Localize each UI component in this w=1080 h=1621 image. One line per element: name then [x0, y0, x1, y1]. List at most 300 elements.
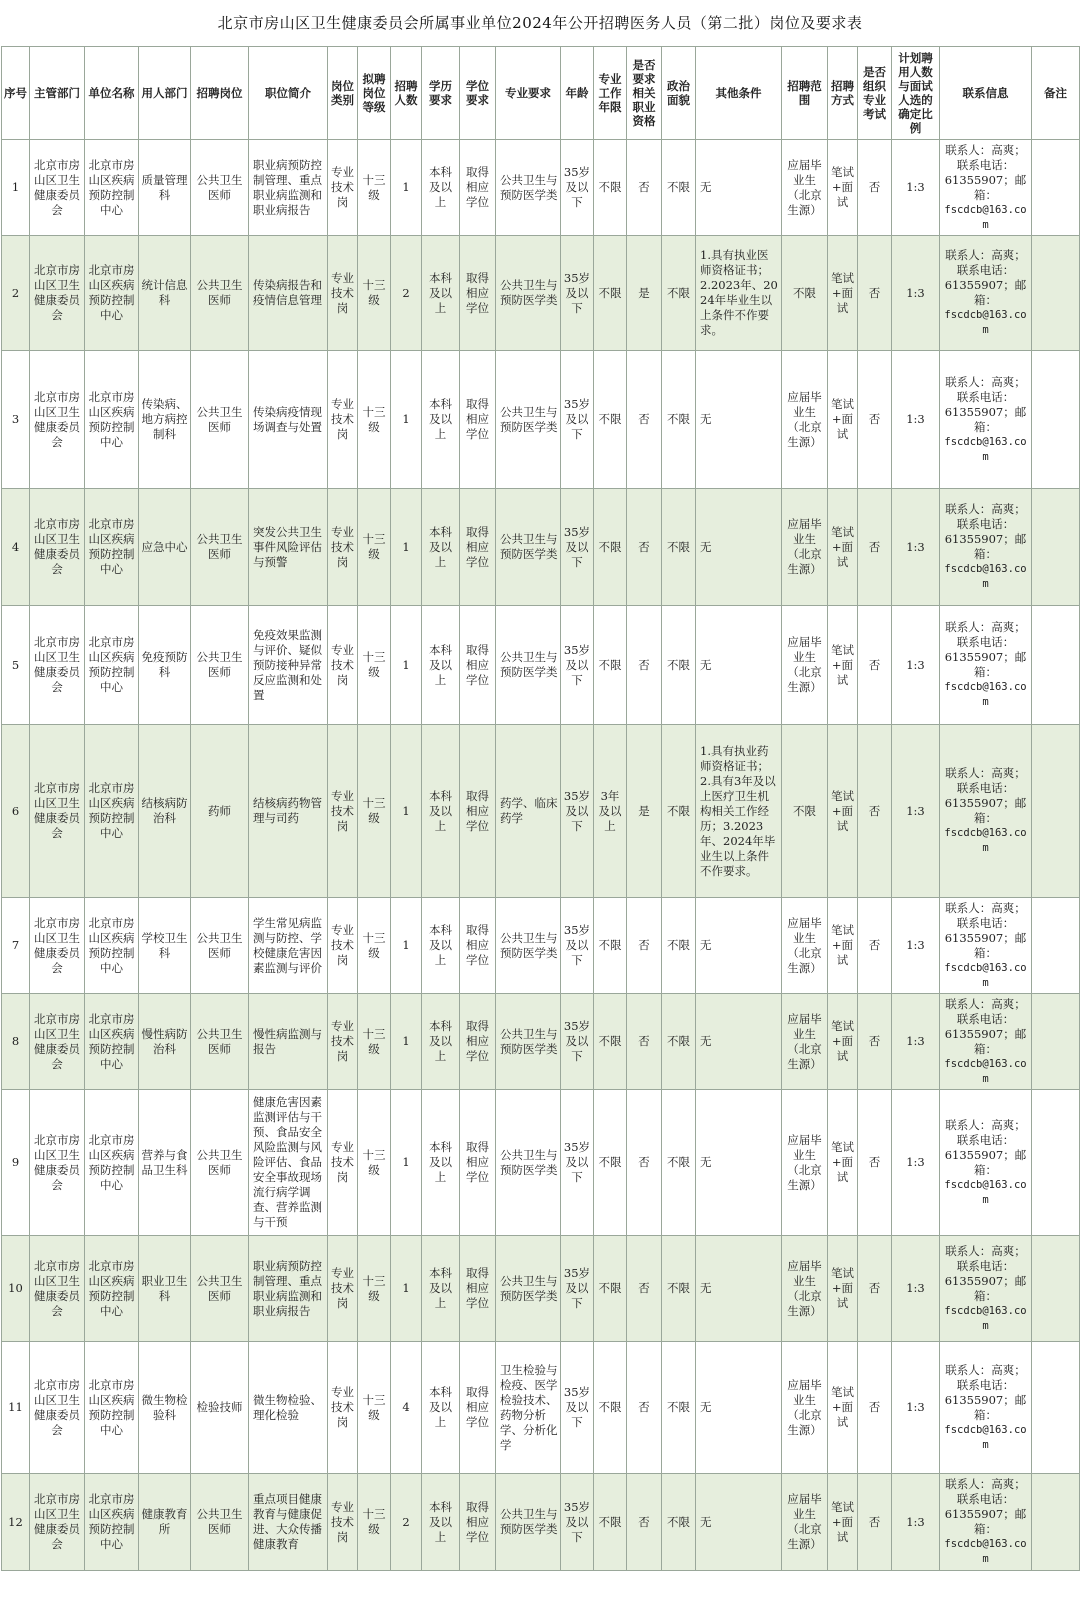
- cell-major: 公共卫生与预防医学类: [496, 606, 561, 725]
- cell-contact: [940, 994, 1032, 1090]
- cell-other: 无: [696, 898, 782, 994]
- table-row: [2, 994, 1080, 1090]
- cell-note: [1032, 606, 1080, 725]
- cell-section: 传染病、地方病控制科: [139, 351, 191, 489]
- cell-no: 1: [2, 140, 30, 236]
- column-header: 专业要求: [496, 47, 561, 140]
- cell-edu: 本科及以上: [422, 994, 460, 1090]
- cell-section: 营养与食品卫生科: [139, 1090, 191, 1236]
- cell-post: 公共卫生医师: [191, 898, 249, 994]
- cell-level: 十三级: [358, 1474, 391, 1571]
- cell-level: 十三级: [358, 140, 391, 236]
- cell-level: 十三级: [358, 351, 391, 489]
- cell-cert: 否: [627, 1474, 662, 1571]
- cell-other: 无: [696, 140, 782, 236]
- cell-no: 8: [2, 994, 30, 1090]
- cell-no: 5: [2, 606, 30, 725]
- cell-note: [1032, 489, 1080, 606]
- cell-unit: 北京市房山区疾病预防控制中心: [85, 236, 139, 351]
- cell-level: 十三级: [358, 489, 391, 606]
- cell-post: 公共卫生医师: [191, 994, 249, 1090]
- contact-line: fscdcb@163.com: [944, 681, 1027, 708]
- cell-scope: 应届毕业生（北京生源）: [782, 1342, 828, 1474]
- cell-post: 公共卫生医师: [191, 1090, 249, 1236]
- cell-contact: [940, 725, 1032, 898]
- cell-method: 笔试+面试: [828, 725, 858, 898]
- cell-num: 4: [391, 1342, 422, 1474]
- cell-major: 公共卫生与预防医学类: [496, 489, 561, 606]
- cell-method: 笔试+面试: [828, 1342, 858, 1474]
- cell-method: 笔试+面试: [828, 351, 858, 489]
- cell-major: 公共卫生与预防医学类: [496, 140, 561, 236]
- cell-other: 无: [696, 351, 782, 489]
- cell-intro: 重点项目健康教育与健康促进、大众传播健康教育: [249, 1474, 328, 1571]
- contact-line: 箱：: [974, 945, 997, 960]
- cell-level: 十三级: [358, 725, 391, 898]
- cell-method: 笔试+面试: [828, 994, 858, 1090]
- cell-dept: 北京市房山区卫生健康委员会: [30, 140, 85, 236]
- table-row: [2, 898, 1080, 994]
- cell-degree: 取得相应学位: [460, 898, 496, 994]
- cell-note: [1032, 236, 1080, 351]
- contact-line: 61355907；邮: [944, 1507, 1027, 1521]
- contact-line: 61355907；邮: [944, 1273, 1027, 1288]
- cell-dept: 北京市房山区卫生健康委员会: [30, 994, 85, 1090]
- cell-other: 1.具有执业药师资格证书；2.具有3年及以上医疗卫生机构相关工作经历；3.2023年、2024年毕业生以上条件不作要求。: [696, 725, 782, 898]
- cell-note: [1032, 994, 1080, 1090]
- table-row: [2, 140, 1080, 236]
- cell-contact: [940, 140, 1032, 236]
- cell-age: 35岁及以下: [561, 898, 594, 994]
- cell-political: 不限: [662, 140, 696, 236]
- cell-other: 无: [696, 994, 782, 1090]
- cell-political: 不限: [662, 351, 696, 489]
- cell-intro: 职业病预防控制管理、重点职业病监测和职业病报告: [249, 1236, 328, 1342]
- table-row: [2, 1090, 1080, 1236]
- cell-num: 1: [391, 606, 422, 725]
- cell-unit: 北京市房山区疾病预防控制中心: [85, 606, 139, 725]
- cell-intro: 学生常见病监测与防控、学校健康危害因素监测与评价: [249, 898, 328, 994]
- contact-line: 箱：: [974, 665, 997, 679]
- cell-major: 公共卫生与预防医学类: [496, 236, 561, 351]
- cell-intro: 结核病药物管理与司药: [249, 725, 328, 898]
- cell-level: 十三级: [358, 1090, 391, 1236]
- contact-line: 联系电话：: [956, 157, 1015, 172]
- cell-intro: 传染病疫情现场调查与处置: [249, 351, 328, 489]
- column-header: 学位要求: [460, 47, 496, 140]
- cell-cert: 否: [627, 140, 662, 236]
- cell-edu: 本科及以上: [422, 606, 460, 725]
- cell-ratio: 1:3: [892, 1474, 940, 1571]
- contact-line: 61355907；邮: [944, 1392, 1027, 1407]
- contact-line: fscdcb@163.com: [944, 1538, 1027, 1565]
- cell-dept: 北京市房山区卫生健康委员会: [30, 236, 85, 351]
- contact-line: 联系人：高爽；: [945, 248, 1026, 262]
- contact-line: 61355907；邮: [944, 172, 1027, 187]
- contact-line: 联系人：高爽；: [945, 996, 1026, 1011]
- cell-dept: 北京市房山区卫生健康委员会: [30, 1090, 85, 1236]
- contact-line: 箱：: [974, 547, 997, 561]
- cell-ratio: 1:3: [892, 1090, 940, 1236]
- cell-intro: 健康危害因素监测评估与干预、食品安全风险监测与风险评估、食品安全事故现场流行病学调查、营养监测与干预: [249, 1090, 328, 1236]
- cell-intro: 传染病报告和疫情信息管理: [249, 236, 328, 351]
- column-header: 计划聘用人数与面试人选的确定比例: [892, 47, 940, 140]
- cell-contact: [940, 606, 1032, 725]
- cell-ratio: 1:3: [892, 351, 940, 489]
- cell-num: 1: [391, 489, 422, 606]
- cell-age: 35岁及以下: [561, 140, 594, 236]
- cell-degree: 取得相应学位: [460, 1474, 496, 1571]
- cell-exam: 否: [858, 898, 892, 994]
- cell-exam: 否: [858, 1090, 892, 1236]
- cell-intro: 突发公共卫生事件风险评估与预警: [249, 489, 328, 606]
- cell-dept: 北京市房山区卫生健康委员会: [30, 1236, 85, 1342]
- cell-degree: 取得相应学位: [460, 1090, 496, 1236]
- cell-post: 公共卫生医师: [191, 351, 249, 489]
- cell-num: 1: [391, 140, 422, 236]
- cell-method: 笔试+面试: [828, 898, 858, 994]
- cell-no: 9: [2, 1090, 30, 1236]
- cell-ratio: 1:3: [892, 606, 940, 725]
- cell-method: 笔试+面试: [828, 236, 858, 351]
- cell-political: 不限: [662, 236, 696, 351]
- cell-political: 不限: [662, 994, 696, 1090]
- cell-age: 35岁及以下: [561, 489, 594, 606]
- cell-intro: 免疫效果监测与评价、疑似预防接种异常反应监测和处置: [249, 606, 328, 725]
- cell-post: 公共卫生医师: [191, 606, 249, 725]
- cell-contact: [940, 898, 1032, 994]
- contact-line: 联系电话：: [956, 389, 1015, 404]
- cell-no: 6: [2, 725, 30, 898]
- column-header: 职位简介: [249, 47, 328, 140]
- cell-scope: 应届毕业生（北京生源）: [782, 351, 828, 489]
- contact-line: fscdcb@163.com: [944, 1178, 1027, 1206]
- cell-no: 2: [2, 236, 30, 351]
- cell-exam: 否: [858, 236, 892, 351]
- cell-ratio: 1:3: [892, 140, 940, 236]
- cell-years: 不限: [594, 606, 627, 725]
- contact-line: 联系人：高爽；: [945, 374, 1026, 389]
- cell-ratio: 1:3: [892, 1342, 940, 1474]
- cell-scope: 不限: [782, 236, 828, 351]
- cell-contact: [940, 236, 1032, 351]
- cell-dept: 北京市房山区卫生健康委员会: [30, 898, 85, 994]
- cell-scope: 应届毕业生（北京生源）: [782, 140, 828, 236]
- cell-num: 2: [391, 236, 422, 351]
- cell-section: 质量管理科: [139, 140, 191, 236]
- column-header: 是否要求相关职业资格: [627, 47, 662, 140]
- cell-dept: 北京市房山区卫生健康委员会: [30, 351, 85, 489]
- cell-years: 不限: [594, 1090, 627, 1236]
- column-header: 招聘人数: [391, 47, 422, 140]
- contact-line: 61355907；邮: [944, 532, 1027, 546]
- table-row: [2, 725, 1080, 898]
- cell-section: 免疫预防科: [139, 606, 191, 725]
- table-body: [2, 140, 1080, 1571]
- contact-line: fscdcb@163.com: [944, 1423, 1027, 1451]
- cell-note: [1032, 1342, 1080, 1474]
- cell-post: 公共卫生医师: [191, 1236, 249, 1342]
- column-header: 学历要求: [422, 47, 460, 140]
- cell-cert: 否: [627, 1342, 662, 1474]
- cell-cat: 专业技术岗: [328, 725, 358, 898]
- column-header: 联系信息: [940, 47, 1032, 140]
- contact-line: 61355907；邮: [944, 796, 1027, 810]
- cell-edu: 本科及以上: [422, 351, 460, 489]
- contact-line: 箱：: [974, 1162, 997, 1177]
- cell-exam: 否: [858, 1236, 892, 1342]
- contact-line: 联系电话：: [956, 1132, 1015, 1147]
- cell-no: 10: [2, 1236, 30, 1342]
- column-header: 单位名称: [85, 47, 139, 140]
- cell-section: 应急中心: [139, 489, 191, 606]
- contact-line: 联系人：高爽；: [945, 1362, 1026, 1377]
- cell-note: [1032, 1236, 1080, 1342]
- cell-political: 不限: [662, 1474, 696, 1571]
- contact-line: 联系人：高爽；: [945, 766, 1026, 780]
- cell-cert: 否: [627, 606, 662, 725]
- cell-other: 无: [696, 1236, 782, 1342]
- column-header: 拟聘岗位等级: [358, 47, 391, 140]
- cell-dept: 北京市房山区卫生健康委员会: [30, 1474, 85, 1571]
- cell-section: 微生物检验科: [139, 1342, 191, 1474]
- contact-line: 联系电话：: [956, 1258, 1015, 1273]
- contact-line: 61355907；邮: [944, 930, 1027, 945]
- cell-cat: 专业技术岗: [328, 1090, 358, 1236]
- contact-line: 联系电话：: [956, 263, 1015, 277]
- cell-cert: 否: [627, 489, 662, 606]
- cell-section: 职业卫生科: [139, 1236, 191, 1342]
- cell-method: 笔试+面试: [828, 1474, 858, 1571]
- cell-unit: 北京市房山区疾病预防控制中心: [85, 1090, 139, 1236]
- cell-intro: 慢性病监测与报告: [249, 994, 328, 1090]
- cell-years: 不限: [594, 351, 627, 489]
- cell-major: 公共卫生与预防医学类: [496, 1090, 561, 1236]
- contact-line: 联系电话：: [956, 1377, 1015, 1392]
- cell-cert: 否: [627, 994, 662, 1090]
- cell-dept: 北京市房山区卫生健康委员会: [30, 606, 85, 725]
- cell-cat: 专业技术岗: [328, 898, 358, 994]
- contact-line: 61355907；邮: [944, 1147, 1027, 1162]
- cell-ratio: 1:3: [892, 489, 940, 606]
- cell-other: 无: [696, 1342, 782, 1474]
- cell-post: 公共卫生医师: [191, 489, 249, 606]
- cell-note: [1032, 725, 1080, 898]
- table-row: [2, 489, 1080, 606]
- cell-unit: 北京市房山区疾病预防控制中心: [85, 140, 139, 236]
- contact-line: 联系电话：: [956, 635, 1015, 649]
- cell-post: 公共卫生医师: [191, 140, 249, 236]
- cell-political: 不限: [662, 1236, 696, 1342]
- cell-years: 不限: [594, 1236, 627, 1342]
- cell-years: 不限: [594, 1342, 627, 1474]
- cell-political: 不限: [662, 1090, 696, 1236]
- cell-note: [1032, 351, 1080, 489]
- contact-line: 箱：: [974, 1288, 997, 1303]
- cell-cert: 是: [627, 236, 662, 351]
- contact-line: fscdcb@163.com: [944, 435, 1027, 463]
- cell-political: 不限: [662, 898, 696, 994]
- contact-line: 联系人：高爽；: [945, 502, 1026, 516]
- cell-scope: 应届毕业生（北京生源）: [782, 606, 828, 725]
- cell-method: 笔试+面试: [828, 489, 858, 606]
- cell-level: 十三级: [358, 606, 391, 725]
- contact-line: fscdcb@163.com: [944, 203, 1027, 231]
- column-header: 序号: [2, 47, 30, 140]
- cell-level: 十三级: [358, 1342, 391, 1474]
- cell-ratio: 1:3: [892, 725, 940, 898]
- cell-cat: 专业技术岗: [328, 606, 358, 725]
- cell-political: 不限: [662, 725, 696, 898]
- contact-line: 联系人：高爽；: [945, 620, 1026, 634]
- cell-scope: 应届毕业生（北京生源）: [782, 1090, 828, 1236]
- cell-cat: 专业技术岗: [328, 1236, 358, 1342]
- page-title: 北京市房山区卫生健康委员会所属事业单位2024年公开招聘医务人员（第二批）岗位及要求表: [217, 14, 863, 32]
- cell-major: 公共卫生与预防医学类: [496, 351, 561, 489]
- cell-dept: 北京市房山区卫生健康委员会: [30, 725, 85, 898]
- cell-political: 不限: [662, 606, 696, 725]
- cell-exam: 否: [858, 725, 892, 898]
- cell-note: [1032, 1474, 1080, 1571]
- cell-years: 不限: [594, 898, 627, 994]
- cell-section: 健康教育所: [139, 1474, 191, 1571]
- cell-edu: 本科及以上: [422, 1236, 460, 1342]
- cell-scope: 应届毕业生（北京生源）: [782, 489, 828, 606]
- column-header: 专业工作年限: [594, 47, 627, 140]
- cell-dept: 北京市房山区卫生健康委员会: [30, 1342, 85, 1474]
- contact-line: fscdcb@163.com: [944, 309, 1027, 336]
- cell-exam: 否: [858, 489, 892, 606]
- cell-unit: 北京市房山区疾病预防控制中心: [85, 489, 139, 606]
- cell-major: 卫生检验与检疫、医学检验技术、药物分析学、分析化学: [496, 1342, 561, 1474]
- cell-exam: 否: [858, 1474, 892, 1571]
- cell-scope: 应届毕业生（北京生源）: [782, 898, 828, 994]
- cell-age: 35岁及以下: [561, 1474, 594, 1571]
- cell-num: 2: [391, 1474, 422, 1571]
- cell-ratio: 1:3: [892, 236, 940, 351]
- cell-major: 公共卫生与预防医学类: [496, 898, 561, 994]
- cell-edu: 本科及以上: [422, 1474, 460, 1571]
- cell-political: 不限: [662, 1342, 696, 1474]
- cell-scope: 应届毕业生（北京生源）: [782, 1236, 828, 1342]
- table-row: [2, 606, 1080, 725]
- column-header: 主管部门: [30, 47, 85, 140]
- cell-political: 不限: [662, 489, 696, 606]
- cell-edu: 本科及以上: [422, 898, 460, 994]
- cell-num: 1: [391, 1236, 422, 1342]
- column-header: 岗位类别: [328, 47, 358, 140]
- contact-line: 箱：: [974, 293, 997, 307]
- contact-line: 联系电话：: [956, 517, 1015, 531]
- cell-major: 公共卫生与预防医学类: [496, 1236, 561, 1342]
- contact-line: 联系人：高爽；: [945, 1477, 1026, 1491]
- cell-method: 笔试+面试: [828, 606, 858, 725]
- table-row: [2, 351, 1080, 489]
- cell-ratio: 1:3: [892, 994, 940, 1090]
- cell-age: 35岁及以下: [561, 351, 594, 489]
- cell-degree: 取得相应学位: [460, 351, 496, 489]
- contact-line: 61355907；邮: [944, 1026, 1027, 1041]
- cell-no: 11: [2, 1342, 30, 1474]
- cell-cert: 否: [627, 351, 662, 489]
- cell-edu: 本科及以上: [422, 1090, 460, 1236]
- cell-degree: 取得相应学位: [460, 140, 496, 236]
- cell-contact: [940, 1474, 1032, 1571]
- cell-other: 无: [696, 1474, 782, 1571]
- cell-cert: 否: [627, 1236, 662, 1342]
- cell-exam: 否: [858, 351, 892, 489]
- cell-unit: 北京市房山区疾病预防控制中心: [85, 994, 139, 1090]
- contact-line: 联系人：高爽；: [945, 1243, 1026, 1258]
- cell-no: 12: [2, 1474, 30, 1571]
- cell-cat: 专业技术岗: [328, 1342, 358, 1474]
- contact-line: 联系电话：: [956, 1011, 1015, 1026]
- cell-note: [1032, 140, 1080, 236]
- cell-intro: 职业病预防控制管理、重点职业病监测和职业病报告: [249, 140, 328, 236]
- cell-ratio: 1:3: [892, 1236, 940, 1342]
- column-header: 招聘岗位: [191, 47, 249, 140]
- cell-major: 公共卫生与预防医学类: [496, 994, 561, 1090]
- contact-line: 联系人：高爽；: [945, 900, 1026, 915]
- cell-cert: 否: [627, 898, 662, 994]
- cell-note: [1032, 1090, 1080, 1236]
- cell-other: 无: [696, 606, 782, 725]
- contact-line: 联系电话：: [956, 781, 1015, 795]
- cell-exam: 否: [858, 1342, 892, 1474]
- cell-major: 公共卫生与预防医学类: [496, 1474, 561, 1571]
- cell-intro: 微生物检验、理化检验: [249, 1342, 328, 1474]
- cell-method: 笔试+面试: [828, 1090, 858, 1236]
- cell-edu: 本科及以上: [422, 725, 460, 898]
- cell-num: 1: [391, 1090, 422, 1236]
- cell-cat: 专业技术岗: [328, 236, 358, 351]
- cell-age: 35岁及以下: [561, 1090, 594, 1236]
- table-row: [2, 1474, 1080, 1571]
- contact-line: 箱：: [974, 1522, 997, 1536]
- cell-degree: 取得相应学位: [460, 994, 496, 1090]
- cell-num: 1: [391, 725, 422, 898]
- cell-level: 十三级: [358, 236, 391, 351]
- cell-unit: 北京市房山区疾病预防控制中心: [85, 1474, 139, 1571]
- cell-cat: 专业技术岗: [328, 140, 358, 236]
- cell-degree: 取得相应学位: [460, 1236, 496, 1342]
- cell-contact: [940, 351, 1032, 489]
- contact-line: 61355907；邮: [944, 404, 1027, 419]
- cell-contact: [940, 1090, 1032, 1236]
- cell-no: 4: [2, 489, 30, 606]
- contact-line: 61355907；邮: [944, 278, 1027, 292]
- table-row: [2, 1342, 1080, 1474]
- column-header: 年龄: [561, 47, 594, 140]
- cell-age: 35岁及以下: [561, 1342, 594, 1474]
- contact-line: 联系电话：: [956, 1492, 1015, 1506]
- cell-other: 无: [696, 1090, 782, 1236]
- cell-scope: 应届毕业生（北京生源）: [782, 994, 828, 1090]
- cell-years: 不限: [594, 994, 627, 1090]
- column-header: 是否组织专业考试: [858, 47, 892, 140]
- cell-other: 无: [696, 489, 782, 606]
- contact-line: 箱：: [974, 1041, 997, 1056]
- cell-cat: 专业技术岗: [328, 1474, 358, 1571]
- cell-scope: 不限: [782, 725, 828, 898]
- cell-contact: [940, 1236, 1032, 1342]
- cell-cat: 专业技术岗: [328, 994, 358, 1090]
- cell-years: 不限: [594, 236, 627, 351]
- contact-line: 箱：: [974, 811, 997, 825]
- cell-age: 35岁及以下: [561, 1236, 594, 1342]
- cell-cert: 否: [627, 1090, 662, 1236]
- cell-exam: 否: [858, 606, 892, 725]
